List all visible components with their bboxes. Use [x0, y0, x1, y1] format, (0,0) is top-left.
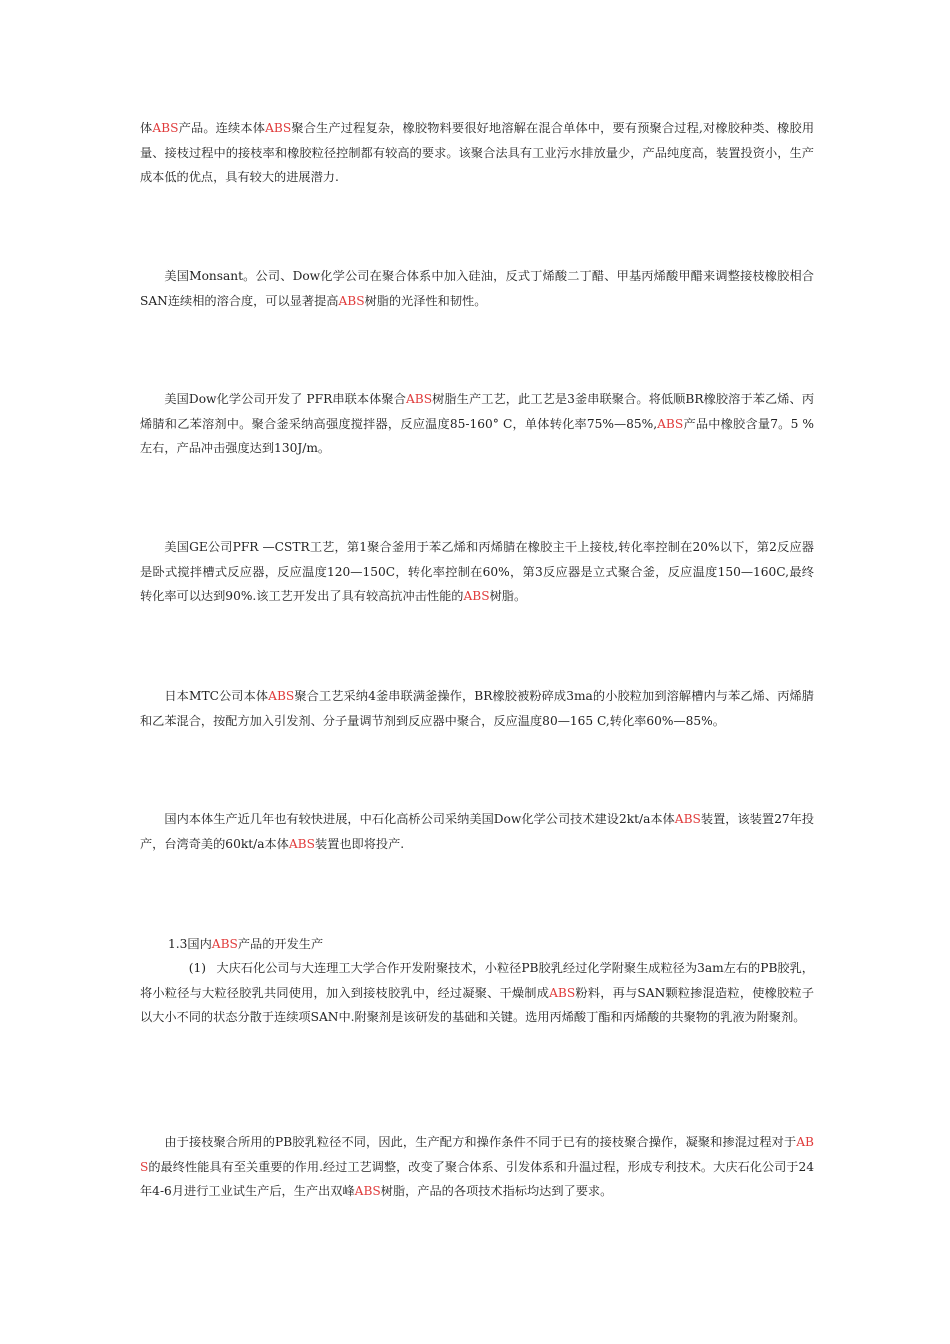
text-segment: 装置也即将投产.: [314, 836, 405, 851]
paragraph-domestic-bulk: [140, 807, 814, 856]
abs-term: ABS: [268, 689, 295, 703]
text-segment: 聚合生产过程复杂，橡胶物料要很好地溶解在混合单体中，要有预聚合过程,对橡胶种类、橡胶用量、接枝过程中的接枝率和橡胶粒径控制都有较高的要求。该聚合法具有工业污水排放量少，产品纯度高，装置投资小，生产成本低的优点，具有较大的进展潜力.: [140, 121, 815, 184]
abs-term: ABS: [338, 293, 365, 308]
text-segment: 日本MTC公司本体: [164, 689, 269, 703]
abs-term: ABS: [152, 121, 179, 135]
abs-term: ABS: [140, 1135, 814, 1174]
paragraph-daqing-bimodal: [140, 1130, 814, 1204]
paragraph-monsanto-dow: [140, 264, 814, 313]
text-segment: 粉料，再与SAN颗粒掺混造粒，使橡胶粒子以大小不同的状态分散于连续项SAN中.附聚剂是该研发的基础和关键。选用丙烯酸丁酯和丙烯酸的共聚物的乳液为附聚剂。: [140, 985, 814, 1024]
abs-term: ABS: [211, 937, 238, 951]
text-segment: 产品中橡胶含量7。5 %左右，产品冲击强度达到130J/m。: [140, 416, 814, 455]
abs-term: ABS: [674, 812, 701, 826]
section-heading: [168, 932, 323, 957]
text-segment: 由于接枝聚合所用的PB胶乳粒径不同，因此，生产配方和操作条件不同于已有的接枝聚合操作，凝聚和掺混过程对于: [164, 1135, 797, 1149]
paragraph-ge-pfr-cstr: [140, 535, 814, 609]
text-segment: 美国Dow化学公司开发了 PFR串联本体聚合: [164, 392, 406, 406]
list-item-daqing-agglomeration: [140, 956, 814, 1030]
text-segment: 装置，该装置27年投产，台湾奇美的60kt/a本体: [140, 812, 814, 851]
abs-term: ABS: [265, 121, 292, 135]
paragraph-dow-pfr: [140, 387, 814, 461]
text-segment: 大庆石化公司与大连理工大学合作开发附聚技术，小粒径PB胶乳经过化学附聚生成粒径为3am左右的PB胶乳，将小粒径与大粒径胶乳共同使用，加入到接枝胶乳中，经过凝聚、干燥制成: [140, 961, 814, 1000]
abs-term: ABS: [463, 589, 490, 603]
abs-term: ABS: [549, 985, 576, 1000]
text-segment: 美国GE公司PFR —CSTR工艺，第1聚合釜用于苯乙烯和丙烯腈在橡胶主干上接枝,转化率控制在20%以下，第2反应器是卧式搅拌槽式反应器，反应温度120—150C，转化率控制在60%，第3反应器是立式聚合釜，反应温度150—160C,最终转化率可以达到90%.该工艺开发出了具有较高抗冲击性能的: [140, 540, 814, 603]
text-segment: 树脂，产品的各项技术指标均达到了要求。: [380, 1184, 613, 1198]
abs-term: ABS: [288, 836, 315, 851]
text-segment: 产品。连续本体: [178, 121, 266, 135]
text-segment: 国内本体生产近几年也有较快进展，中石化高桥公司采纳美国Dow化学公司技术建设2kt/a本体: [164, 812, 675, 826]
paragraph-mtc-japan: [140, 684, 814, 733]
paragraph-continuous-bulk: [140, 116, 814, 190]
text-segment: 1.3国内: [168, 937, 212, 951]
text-segment: 美国Monsant。公司、Dow化学公司在聚合体系中加入硅油，反式丁烯酸二丁醋、甲基丙烯酸甲醋来调整接枝橡胶相合SAN连续相的溶合度，可以显著提高: [140, 269, 814, 308]
abs-term: ABS: [354, 1184, 381, 1198]
text-segment: 树脂生产工艺，此工艺是3釜串联聚合。将低顺BR橡胶溶于苯乙烯、丙烯腈和乙苯溶剂中。聚合釜采纳高强度搅拌器，反应温度85-160° C，单体转化率75%—85%,: [140, 392, 815, 431]
text-segment: 产品的开发生产: [237, 937, 324, 951]
text-segment: 体: [140, 121, 153, 135]
text-segment: 树脂的光泽性和韧性。: [364, 293, 487, 308]
abs-term: ABS: [405, 392, 433, 406]
abs-term: ABS: [657, 416, 684, 431]
text-segment: 的最终性能具有至关重要的作用.经过工艺调整，改变了聚合体系、引发体系和升温过程，形成专利技术。大庆石化公司于24年4-6月进行工业试生产后，生产出双峰: [140, 1159, 814, 1198]
text-segment: 聚合工艺采纳4釜串联满釜操作，BR橡胶被粉碎成3ma的小胶粒加到溶解槽内与苯乙烯、丙烯腈和乙苯混合，按配方加入引发剂、分子量调节剂到反应器中聚合，反应温度80—165 C,转化率60%—85%。: [140, 689, 814, 728]
list-item-number: (1): [188, 961, 207, 975]
text-segment: 树脂。: [489, 589, 527, 603]
